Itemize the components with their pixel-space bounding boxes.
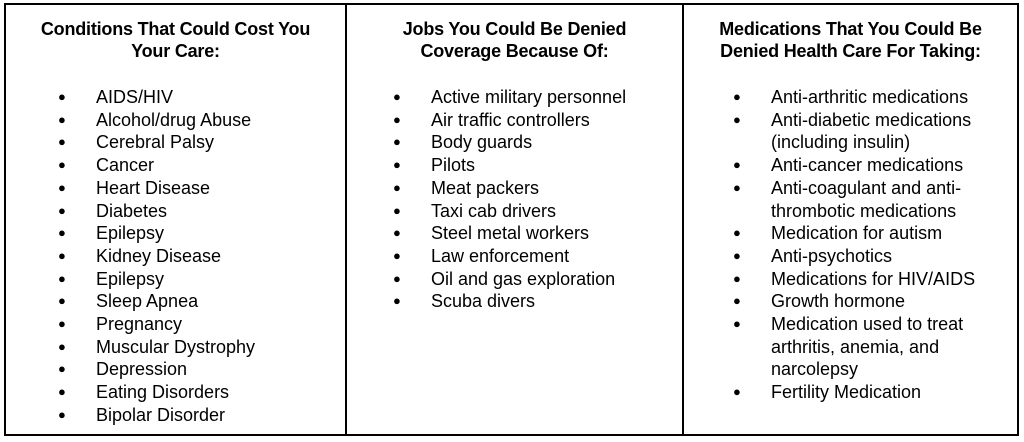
- bullet-icon: ●: [58, 89, 66, 104]
- list-item-text: Fertility Medication: [771, 382, 922, 403]
- bullet-icon: ●: [733, 179, 741, 195]
- list-item-text: Anti-psychotics: [771, 245, 893, 266]
- list-item: [733, 222, 1023, 245]
- list-item: [58, 154, 255, 177]
- list-item-text: Air traffic controllers: [431, 109, 590, 130]
- list-item: [58, 290, 255, 313]
- list-item-text: Muscular Dystrophy: [96, 336, 256, 357]
- list-item-text: Epilepsy: [96, 223, 165, 244]
- list-item: [58, 109, 255, 132]
- bullet-icon: ●: [58, 293, 66, 309]
- bullet-icon: ●: [58, 111, 66, 127]
- conditions-heading: Conditions That Could Cost You Your Care:: [40, 19, 311, 61]
- bullet-icon: ●: [58, 202, 66, 218]
- bullet-icon: ●: [733, 225, 741, 241]
- list-item-text: Sleep Apnea: [96, 291, 199, 312]
- list-item-text: Cancer: [96, 155, 155, 176]
- medications-column: [682, 5, 1017, 434]
- list-item: [393, 200, 626, 223]
- list-item: [733, 109, 1023, 154]
- list-item: [58, 222, 255, 245]
- list-item-text: Pilots: [431, 155, 476, 176]
- bullet-icon: ●: [393, 89, 401, 104]
- list-item: [393, 131, 626, 154]
- bullet-icon: ●: [58, 338, 66, 354]
- medications-heading: Medications That You Could Be Denied Health Care For Taking:: [719, 19, 982, 61]
- bullet-icon: ●: [58, 270, 66, 286]
- list-item: [58, 131, 255, 154]
- list-item-text: Medication used to treat arthritis, anemia, and narcolepsy: [771, 314, 964, 380]
- list-item: [58, 313, 255, 336]
- bullet-icon: ●: [58, 157, 66, 173]
- bullet-icon: ●: [393, 157, 401, 173]
- list-item-text: Eating Disorders: [96, 382, 230, 403]
- list-item-text: Depression: [96, 359, 188, 380]
- list-item-text: Bipolar Disorder: [96, 404, 226, 425]
- list-item-text: Body guards: [431, 132, 533, 153]
- list-item: [733, 313, 1023, 381]
- jobs-column: [345, 5, 682, 434]
- conditions-column: [6, 5, 345, 434]
- list-item: [733, 154, 1023, 177]
- bullet-icon: ●: [733, 111, 741, 127]
- list-item-text: Medication for autism: [771, 223, 943, 244]
- list-item: [393, 154, 626, 177]
- bullet-icon: ●: [733, 247, 741, 263]
- bullet-icon: ●: [58, 384, 66, 400]
- bullet-icon: ●: [58, 406, 66, 422]
- list-item: [58, 177, 255, 200]
- list-item: [58, 245, 255, 268]
- list-item-text: Active military personnel: [431, 87, 627, 107]
- list-item-text: Diabetes: [96, 200, 168, 221]
- list-item-text: Anti-diabetic medications (including insulin): [771, 109, 972, 153]
- list-item: [393, 86, 626, 109]
- list-item: [58, 200, 255, 223]
- list-item-text: Anti-cancer medications: [771, 155, 964, 176]
- list-item: [393, 245, 626, 268]
- list-item: [393, 109, 626, 132]
- list-item-text: Heart Disease: [96, 177, 211, 198]
- bullet-icon: ●: [393, 179, 401, 195]
- list-item-text: Epilepsy: [96, 268, 165, 289]
- list-item: [58, 268, 255, 291]
- list-item: [393, 177, 626, 200]
- list-item-text: Steel metal workers: [431, 223, 590, 244]
- list-item: [58, 86, 255, 109]
- bullet-icon: ●: [58, 247, 66, 263]
- list-item-text: Law enforcement: [431, 245, 570, 266]
- list-item-text: Scuba divers: [431, 291, 536, 312]
- jobs-list: [393, 86, 626, 313]
- list-item-text: Kidney Disease: [96, 245, 222, 266]
- list-item: [733, 381, 1023, 404]
- list-item-text: Growth hormone: [771, 291, 906, 312]
- bullet-icon: ●: [58, 361, 66, 377]
- list-item-text: Anti-arthritic medications: [771, 87, 969, 107]
- conditions-list: [58, 86, 255, 427]
- medications-list: [733, 86, 1023, 404]
- list-item: [58, 336, 255, 359]
- bullet-icon: ●: [393, 202, 401, 218]
- list-item: [393, 222, 626, 245]
- list-item-text: Alcohol/drug Abuse: [96, 109, 252, 130]
- list-item: [733, 86, 1023, 109]
- list-item: [393, 290, 626, 313]
- list-item-text: Meat packers: [431, 177, 540, 198]
- bullet-icon: ●: [393, 134, 401, 150]
- bullet-icon: ●: [58, 316, 66, 332]
- list-item: [733, 268, 1023, 291]
- list-item: [733, 290, 1023, 313]
- coverage-denial-table: [4, 3, 1019, 436]
- list-item: [733, 245, 1023, 268]
- bullet-icon: ●: [393, 225, 401, 241]
- bullet-icon: ●: [393, 247, 401, 263]
- bullet-icon: ●: [58, 225, 66, 241]
- jobs-heading: Jobs You Could Be Denied Coverage Because Of:: [402, 19, 627, 61]
- list-item: [733, 177, 1023, 222]
- bullet-icon: ●: [393, 270, 401, 286]
- bullet-icon: ●: [393, 111, 401, 127]
- list-item-text: Pregnancy: [96, 314, 183, 335]
- bullet-icon: ●: [733, 293, 741, 309]
- bullet-icon: ●: [733, 89, 741, 104]
- list-item: [58, 404, 255, 427]
- bullet-icon: ●: [733, 316, 741, 332]
- list-item-text: Oil and gas exploration: [431, 268, 616, 289]
- list-item: [393, 268, 626, 291]
- list-item-text: Medications for HIV/AIDS: [771, 268, 976, 289]
- list-item-text: Cerebral Palsy: [96, 132, 215, 153]
- list-item-text: AIDS/HIV: [96, 87, 174, 107]
- list-item: [58, 381, 255, 404]
- list-item-text: Taxi cab drivers: [431, 200, 557, 221]
- bullet-icon: ●: [58, 179, 66, 195]
- list-item-text: Anti-coagulant and anti-thrombotic medications: [771, 177, 962, 221]
- bullet-icon: ●: [733, 384, 741, 400]
- bullet-icon: ●: [58, 134, 66, 150]
- list-item: [58, 358, 255, 381]
- bullet-icon: ●: [733, 270, 741, 286]
- bullet-icon: ●: [393, 293, 401, 309]
- bullet-icon: ●: [733, 157, 741, 173]
